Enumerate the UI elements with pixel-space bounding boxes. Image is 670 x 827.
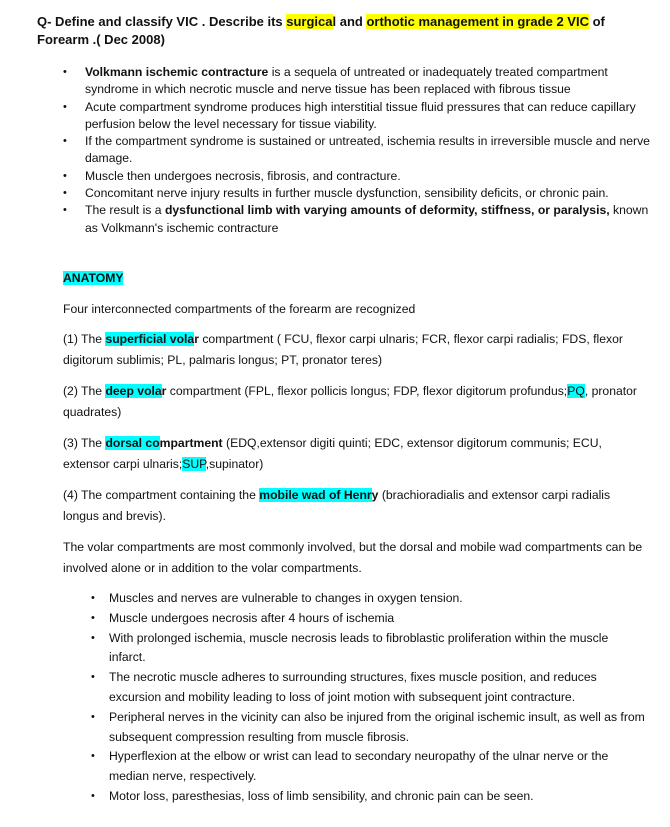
text-segment: Peripheral nerves in the vicinity can also be injured from the original ischemic insult, as well as from subsequent compression resulting from muscle fibrosis. <box>109 709 645 744</box>
text-segment: (4) The compartment containing the <box>63 488 260 502</box>
text-segment: compartment (FPL, flexor pollicis longus; FDP, flexor digitorum profundus; <box>166 384 568 398</box>
list-item <box>88 787 648 807</box>
text-segment: is a sequela of untreated or inadequately treated compartment syndrome in which necrotic muscle and nerve tissue has been replaced with fibrous tissue <box>85 65 608 97</box>
text-segment: Concomitant nerve injury results in further muscle dysfunction, sensibility deficits, or chronic pain. <box>85 186 609 201</box>
list-item <box>88 629 648 669</box>
bold-text: Volkmann ischemic contracture <box>85 65 269 79</box>
paragraph <box>63 485 643 527</box>
text-segment: Four interconnected compartments of the forearm are recognized <box>63 302 416 316</box>
paragraph <box>63 381 643 423</box>
paragraph <box>63 433 643 475</box>
question-title <box>37 13 637 49</box>
list-item <box>88 747 648 787</box>
list-item <box>60 64 650 99</box>
bold-text: mpartment <box>159 436 223 450</box>
text-segment: The volar compartments are most commonly involved, but the dorsal and mobile wad compartments can be involved alone or in addition to the volar compartments. <box>63 540 643 575</box>
text-segment: (brachioradialis and extensor carpi radialis longus and brevis). <box>63 488 611 523</box>
bullet-icon: • <box>91 750 95 763</box>
highlighted-text: ANATOMY <box>63 271 124 285</box>
bullet-icon: • <box>91 710 95 723</box>
text-segment: of Forearm .( Dec 2008) <box>37 14 605 47</box>
highlighted-text: dorsal co <box>105 436 160 450</box>
text-segment: (EDQ,extensor digiti quinti; EDC, extensor digitorum communis; ECU, extensor carpi ulnaris; <box>63 436 602 471</box>
highlighted-text: orthotic management in grade 2 VIC <box>366 14 589 29</box>
bullet-icon: • <box>63 204 67 217</box>
bold-text: y <box>371 488 379 502</box>
intro-bullet-list <box>60 64 650 237</box>
text-segment: known as Volkmann's ischemic contracture <box>85 203 649 235</box>
paragraph <box>63 299 643 320</box>
text-segment: Hyperflexion at the elbow or wrist can lead to secondary neuropathy of the ulnar nerve or the median nerve, respectively. <box>109 749 609 784</box>
highlighted-text: mobile wad of Henr <box>259 488 372 502</box>
text-segment: , pronator quadrates) <box>63 384 637 419</box>
paragraph <box>63 329 643 371</box>
list-item <box>88 668 648 708</box>
list-item <box>60 185 650 202</box>
list-item <box>60 168 650 185</box>
highlighted-text: surgica <box>286 14 333 29</box>
text-segment: The necrotic muscle adheres to surrounding structures, fixes muscle position, and reduces excursion and mobility leading to loss of joint motion with subsequent joint contracture. <box>109 670 597 704</box>
highlighted-text: superficial vola <box>105 332 195 346</box>
text-segment: Motor loss, paresthesias, loss of limb sensibility, and chronic pain can be seen. <box>109 788 534 803</box>
bold-text: r <box>194 332 199 346</box>
bullet-icon: • <box>91 611 95 624</box>
text-segment: (3) The <box>63 436 106 450</box>
bold-text: dysfunctional limb with varying amounts of deformity, stiffness, or paralysis, <box>164 203 610 218</box>
bullet-icon: • <box>63 187 67 200</box>
bullet-icon: • <box>91 789 95 802</box>
bullet-icon: • <box>63 169 67 182</box>
paragraph <box>63 537 643 579</box>
list-item <box>88 609 648 629</box>
bullet-icon: • <box>63 66 67 78</box>
list-item <box>60 133 650 168</box>
bullet-icon: • <box>63 135 67 148</box>
bullet-icon: • <box>91 592 95 604</box>
bullet-icon: • <box>91 631 95 644</box>
text-segment: Muscle undergoes necrosis after 4 hours of ischemia <box>109 610 395 625</box>
list-item <box>60 202 650 237</box>
text-segment: Muscles and nerves are vulnerable to changes in oxygen tension. <box>109 591 463 605</box>
text-segment: (1) The <box>63 332 106 346</box>
text-segment: Acute compartment syndrome produces high interstitial tissue fluid pressures that can reduce capillary perfusion below the level necessary for tissue viability. <box>85 99 636 131</box>
text-segment: Muscle then undergoes necrosis, fibrosis, and contracture. <box>85 168 401 183</box>
text-segment: compartment ( FCU, flexor carpi ulnaris; FCR, flexor carpi radialis; FDS, flexor digitorum sublimis; PL, palmaris longus; PT, pronator teres) <box>63 332 623 367</box>
list-item <box>60 99 650 134</box>
text-segment: l and <box>332 14 367 29</box>
highlighted-text: deep vola <box>105 384 162 398</box>
pathophysiology-bullet-list <box>88 589 648 807</box>
highlighted-text: PQ <box>567 384 585 398</box>
highlighted-text: SUP <box>182 457 206 471</box>
text-segment: Q- Define and classify VIC . Describe its <box>37 14 287 29</box>
text-segment: The result is a <box>85 203 165 218</box>
list-item <box>88 589 648 609</box>
text-segment: If the compartment syndrome is sustained or untreated, ischemia results in irreversible muscle and nerve damage. <box>85 134 650 166</box>
text-segment: (2) The <box>63 384 106 398</box>
list-item <box>88 708 648 748</box>
text-segment: With prolonged ischemia, muscle necrosis leads to fibroblastic proliferation within the muscle infarct. <box>109 630 609 665</box>
text-segment: ,supinator) <box>205 457 264 471</box>
section-heading-anatomy <box>63 268 643 289</box>
bold-text: r <box>161 384 167 398</box>
bullet-icon: • <box>91 671 95 684</box>
bullet-icon: • <box>63 100 67 113</box>
